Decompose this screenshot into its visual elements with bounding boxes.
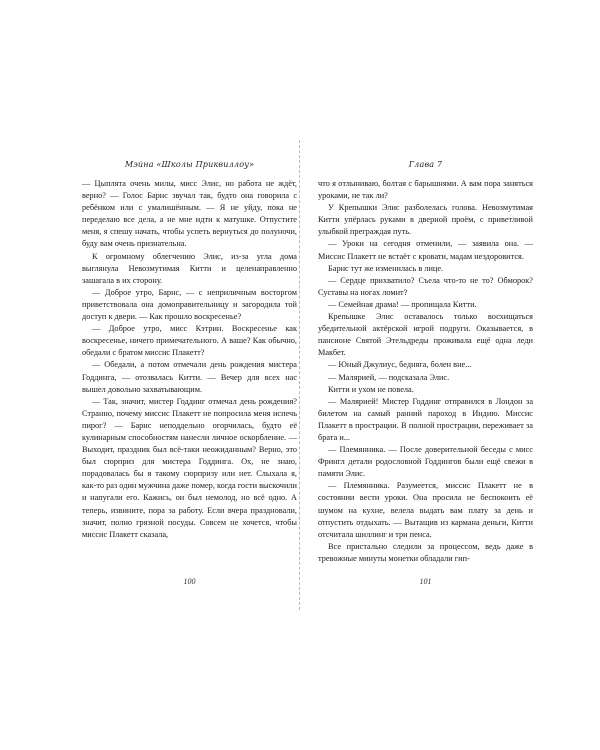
paragraph: Барнс тут же изменилась в лице. xyxy=(328,263,444,273)
right-page-number: 101 xyxy=(419,577,432,586)
right-running-head: Глава 7 xyxy=(408,160,443,169)
paragraph: — Сердце прихватило? Съела что-то не то? Обморок? Суставы на ногах ломит? xyxy=(318,275,533,297)
right-page xyxy=(318,160,533,565)
paragraph: — Обедали, а потом отмечали день рождения мистера Годдинга, — отозвалась Китти. — Вечер для всех нас вышел довольно захватывающим. xyxy=(82,360,297,394)
paragraph: — Доброе утро, Барнс, — с неприличным восторгом приветствовала она домоправительницу и загородила той доступ к двери. — Как прошло воскресенье? xyxy=(82,287,297,322)
paragraph: — Уроки на сегодня отменили, — заявила она. — Миссис Плакетт не встаёт с кровати, мадам нездоровится. xyxy=(318,239,533,261)
paragraph: Китти и ухом не повела. xyxy=(328,384,414,394)
paragraph: — Семейная драма! — пропищала Китти. xyxy=(328,299,477,309)
paragraph: У Крепышки Элис разболелась голова. Невозмутимая Китти упёрлась руками в дверной проём, с приветливой улыбкой преграждая путь. xyxy=(318,203,533,237)
paragraph: — Племянника. Разумеется, миссис Плакетт не в состоянии вести уроки. Она просила не беспокоить её шумом на кухне, велела выдать вам плату за день и отпустить отдыхать. — Вытащив из кармана деньги, Китти отсчитала шиллинг и три пенса. xyxy=(318,481,533,539)
paragraph: — Малярией! Мистер Годдинг отправился в Лондон за билетом на самый ранний пароход в Индию. Миссис Плакетт в прострации. В полной прострации, переживает за брата и... xyxy=(318,396,533,442)
left-page xyxy=(82,160,297,541)
paragraph: — Малярией, — подсказала Элис. xyxy=(328,372,450,382)
paragraph: Все пристально следили за процессом, ведь даже в тревожные минуты монетки обладали гип- xyxy=(318,541,533,563)
paragraph: — Так, значит, мистер Годдинг отмечал день рождения? Странно, почему миссис Плакетт не попросила меня испечь пирог? — Барнс неподдельно огорчилась, будто её кулинарным способностям нанесли личное оскорбление. — Выходит, праздник был всё-таки неожиданным? Верно, это был сюрприз для мистера Годдинга. Ох, не знаю, порадовалась бы я такому сюрпризу или нет. Слыхала я, как-то раз один мужчина даже помер, когда гости выскочили и напугали его. Кажись, он был немолод, но всё одно. А теперь, извините, пора за работу. Если вчера праздновали, значит, полно грязной посуды. Совсем не хочется, чтобы миссис Плакетт сказала, xyxy=(82,396,297,539)
paragraph: — Юный Джулиус, бедняга, болен вне... xyxy=(328,360,472,370)
left-running-head: Мэйна «Школы Приквиллоу» xyxy=(124,160,255,169)
left-page-number: 100 xyxy=(183,577,196,586)
page-gutter xyxy=(299,140,301,610)
paragraph: Крепышке Элис оставалось только восхищаться убедительной актёрской игрой подруги. Оказывается, в пансионе Святой Этельдреды проживала ещё одна леди Макбет. xyxy=(318,312,533,358)
left-page-text xyxy=(82,178,297,541)
paragraph: К огромному облегчению Элис, из-за угла дома выглянула Невозмутимая Китти и целенаправленно зашагала в их сторону. xyxy=(82,251,297,285)
paragraph: — Доброе утро, мисс Кэтрин. Воскресенье как воскресенье, ничего примечательного. А ваше? Как обычно, обедали с братом миссис Плакетт? xyxy=(82,324,297,358)
paragraph: — Племянника. — После доверительной беседы с мисс Фрингл детали родословной Годдингов были ещё свежи в памяти Элис. xyxy=(318,445,533,479)
paragraph: — Цыплята очень милы, мисс Элис, но работа не ждёт, верно? — Голос Барнс звучал так, будто она говорила с ребёнком или с умалишённым. — Я не уйду, пока не переделаю все дела, а не мне идти к матушке. Отпустите меня, я спешу начать, чтобы успеть вернуться до полуночи, буду вам очень признательна. xyxy=(82,179,297,249)
right-page-text xyxy=(318,178,533,565)
paragraph: что я отлыниваю, болтая с барышнями. А вам пора заняться уроками, не так ли? xyxy=(318,179,533,201)
